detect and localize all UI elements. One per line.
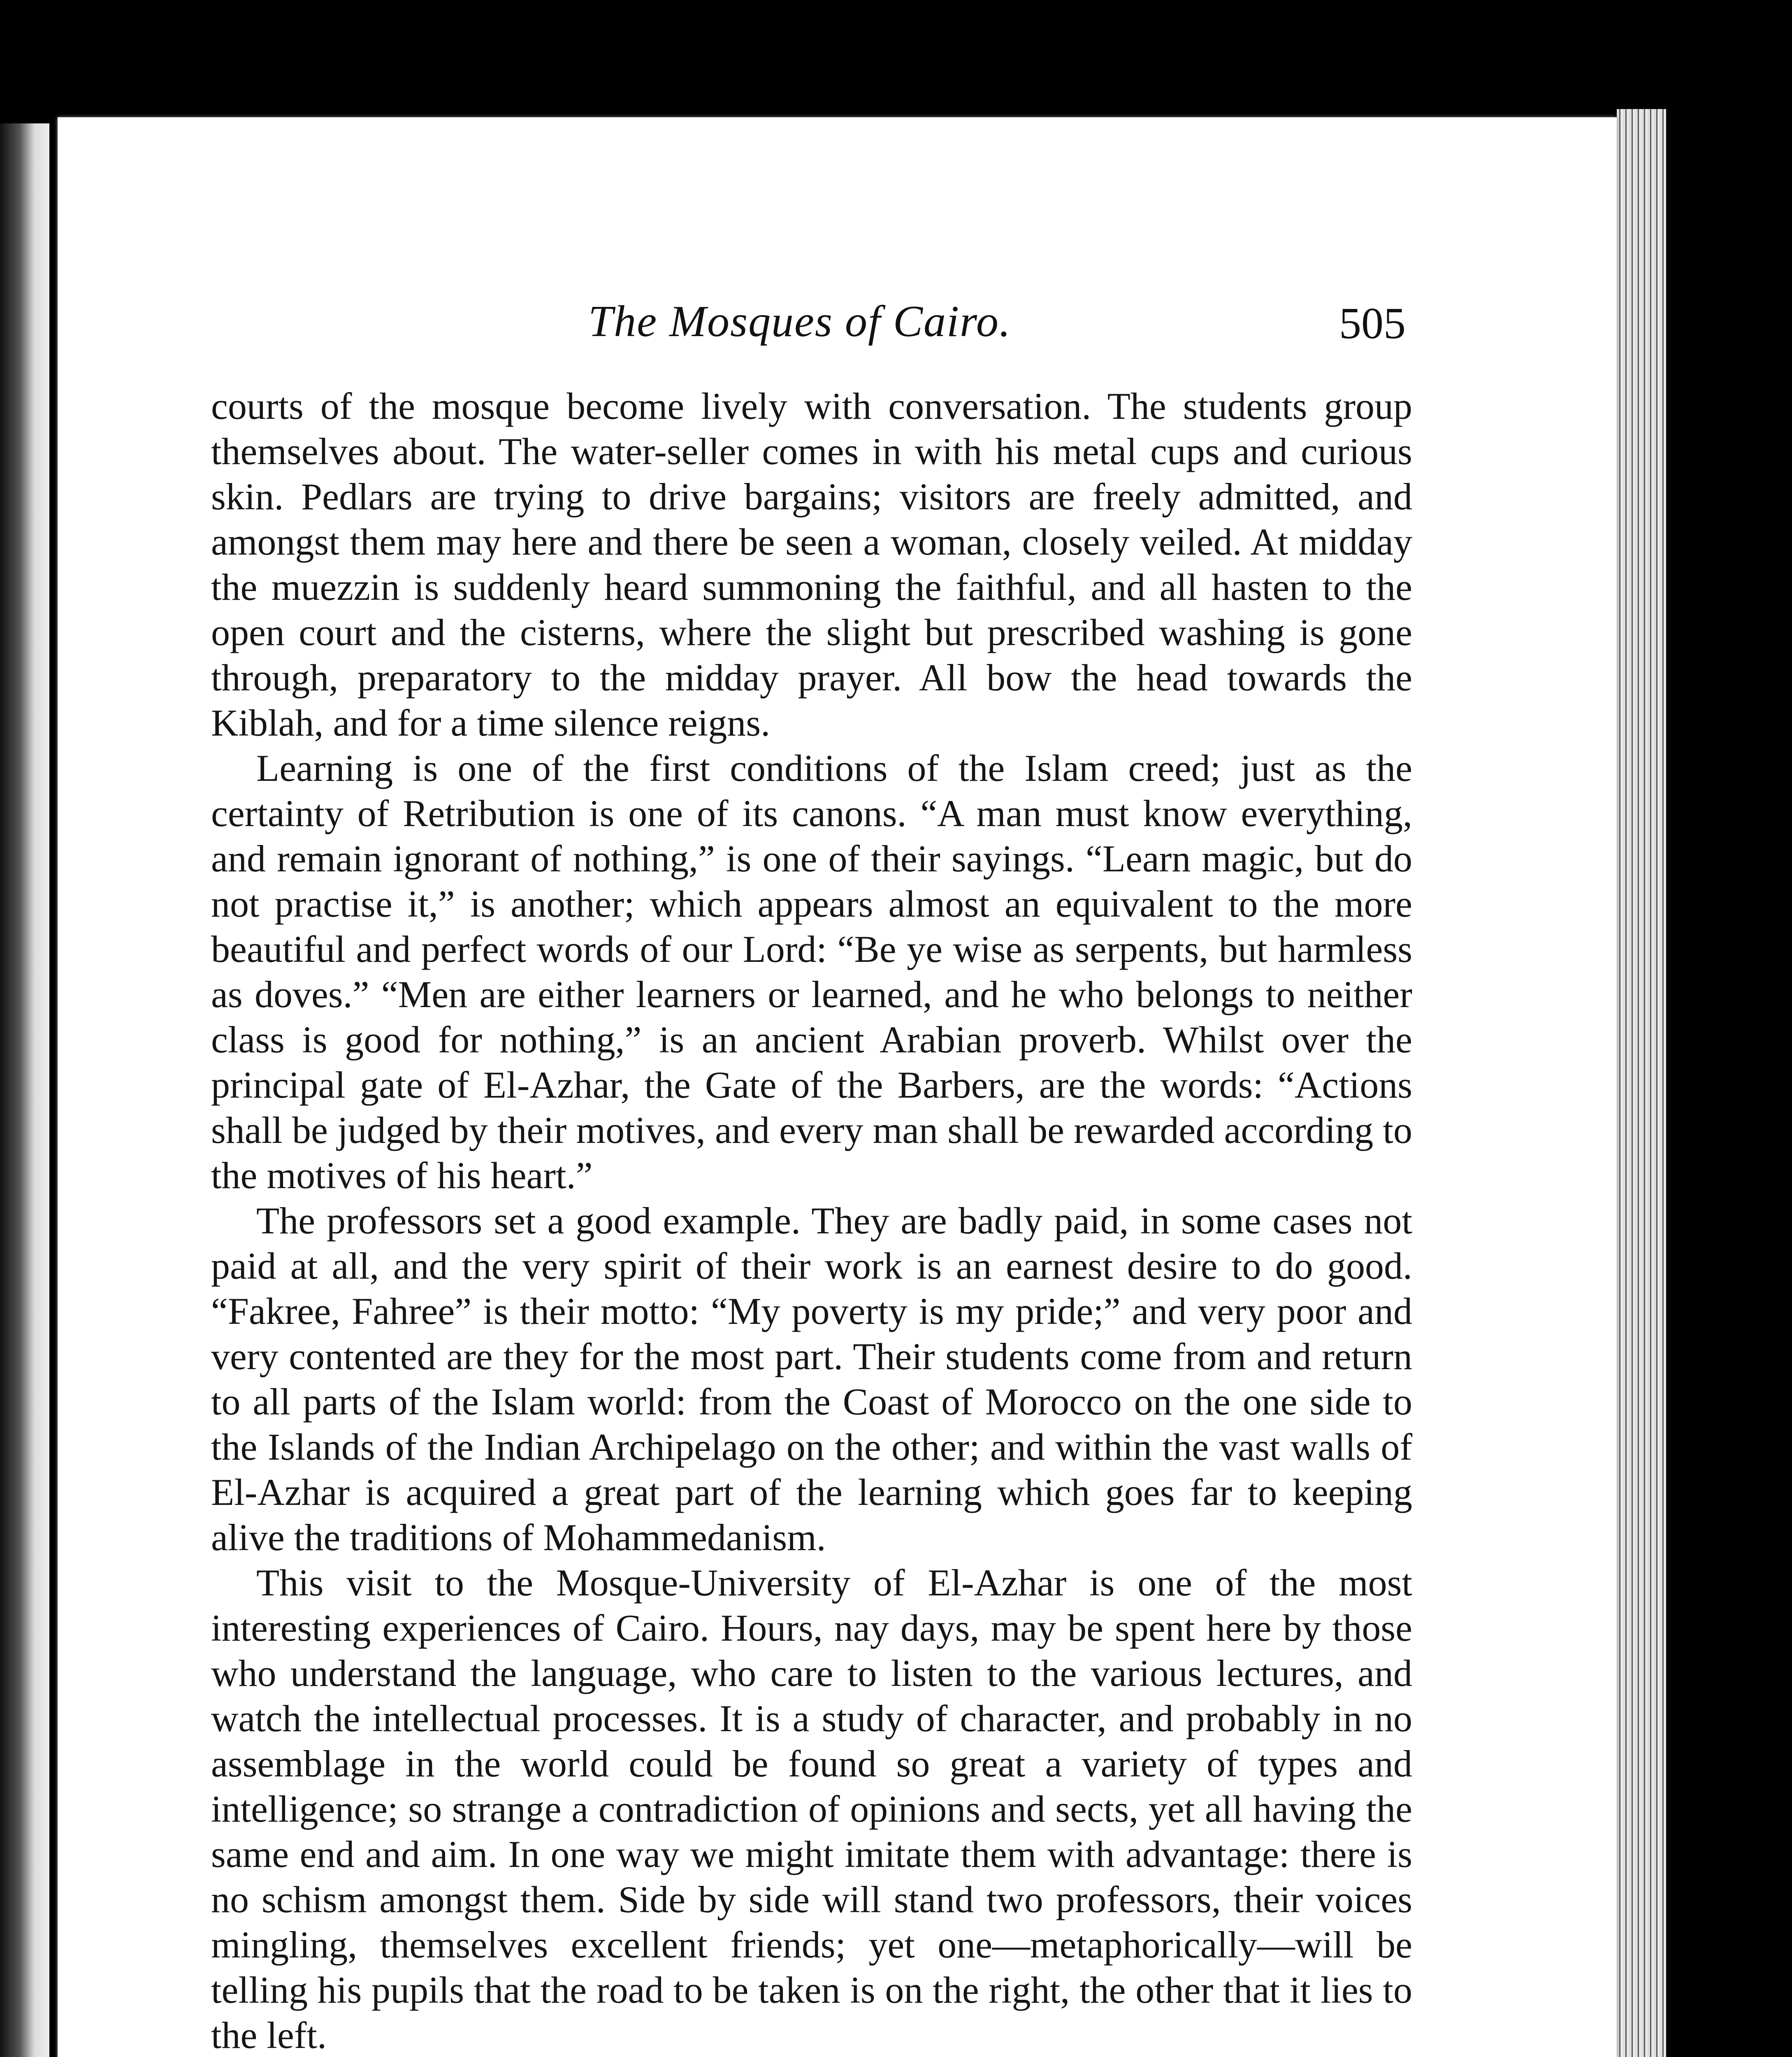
paragraph-3: The professors set a good example. They are badly paid, in some cases not paid at all, and the very spirit of their work is an earnest desire to do good. “Fakree, Fahree” is their motto: “My poverty is my pride;” and very poor and very contented are they for the most part. Their students come from and return to all parts of the Islam world: from the Coast of Morocco on the one side to the Islands of the Indian Archipelago on the other; and within the vast walls of El-Azhar is acquired a great part of the learning which goes far to keeping alive the traditions of Mohammedanism. xyxy=(211,1200,1412,1558)
paragraph-1: courts of the mosque become lively with conversation. The students group themselves about. The water-seller comes in with his metal cups and curious skin. Pedlars are trying to drive bargains; visitors are freely admitted, and amongst them may here and there be seen a woman, closely veiled. At midday the muezzin is suddenly heard summoning the faithful, and all hasten to the open court and the cisterns, where the slight but prescribed washing is gone through, preparatory to the midday prayer. All bow the head towards the Kiblah, and for a time silence reigns. xyxy=(211,385,1412,744)
page-body xyxy=(211,383,1412,2057)
facing-page-edge xyxy=(0,123,49,2057)
page-number: 505 xyxy=(1339,299,1406,348)
running-title: The Mosques of Cairo. xyxy=(588,297,1012,346)
paragraph-2: Learning is one of the first conditions of the Islam creed; just as the certainty of Retribution is one of its canons. “A man must know everything, and remain ignorant of nothing,” is one of their sayings. “Learn magic, but do not practise it,” is another; which appears almost an equivalent to the more beautiful and perfect words of our Lord: “Be ye wise as serpents, but harmless as doves.” “Men are either learners or learned, and he who belongs to neither class is good for nothing,” is an ancient Arabian proverb. Whilst over the principal gate of El-Azhar, the Gate of the Barbers, are the words: “Actions shall be judged by their motives, and every man shall be rewarded according to the motives of his heart.” xyxy=(211,747,1412,1196)
paragraph-4: This visit to the Mosque-University of El-Azhar is one of the most interesting experiences of Cairo. Hours, nay days, may be spent here by those who understand the language, who care to listen to the various lectures, and watch the intellectual processes. It is a study of character, and probably in no assemblage in the world could be found so great a variety of types and intelligence; so strange a contradiction of opinions and sects, yet all having the same end and aim. In one way we might imitate them with advantage: there is no schism amongst them. Side by side will stand two professors, their voices mingling, themselves excellent friends; yet one—metaphorically—will be telling his pupils that the road to be taken is on the right, the other that it lies to the left. xyxy=(211,1562,1412,2056)
page-stack-edge xyxy=(1617,109,1666,2057)
